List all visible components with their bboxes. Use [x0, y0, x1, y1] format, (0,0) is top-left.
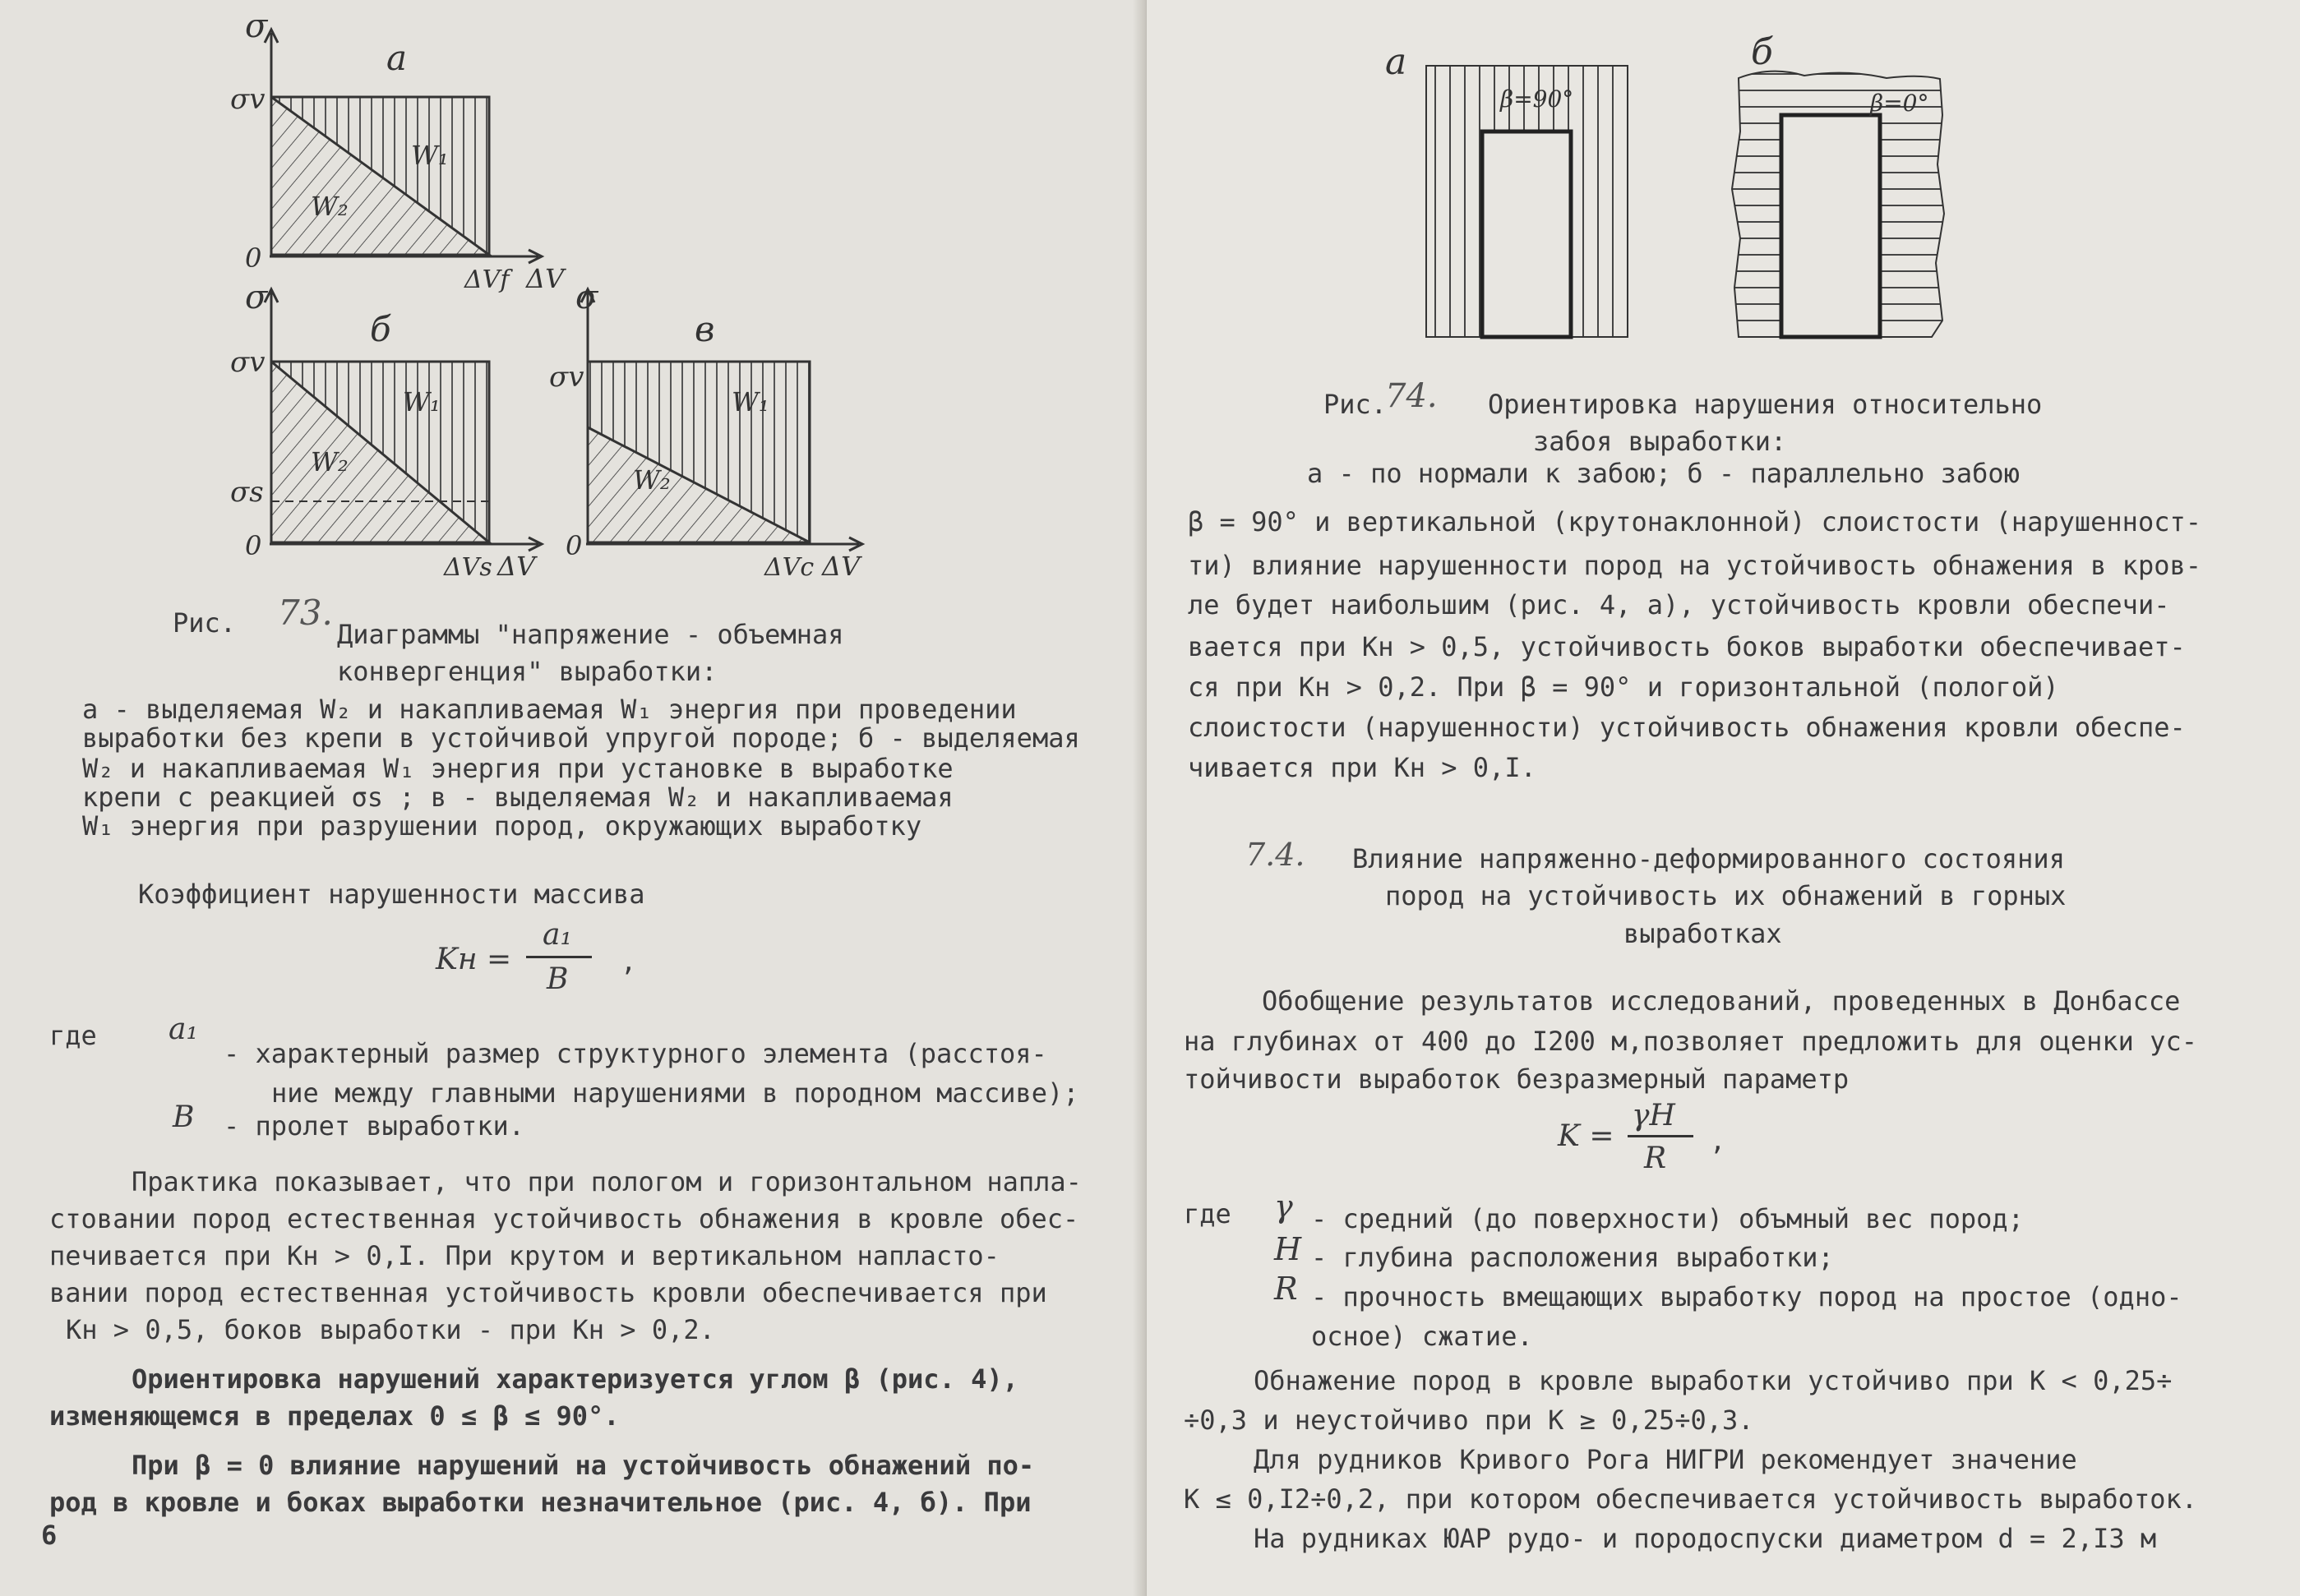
- figure-3-caption-line1: Диаграммы "напряжение - объемная: [337, 619, 844, 650]
- definition-text: осное) сжатие.: [1311, 1321, 1533, 1352]
- figure-3-caption-item: выработки без крепи в устойчивой упругой породе; б - выделяемая: [82, 722, 1080, 754]
- panel-c-w1: W₁: [732, 386, 769, 417]
- paragraph-line: изменяющемся в пределах 0 ≤ β ≤ 90°.: [49, 1400, 620, 1432]
- section-number: 7.4.: [1245, 837, 1305, 873]
- figure-4-caption-line2: забоя выработки:: [1533, 426, 1787, 457]
- figure-4-a-angle: β=90°: [1500, 85, 1574, 113]
- panel-c-sigma-v: σv: [549, 361, 584, 394]
- formula-kn-tail: ,: [621, 946, 637, 977]
- section-title-line2: пород на устойчивость их обнажений в горных: [1385, 880, 2067, 911]
- paragraph-line: ÷0,3 и неустойчиво при K ≥ 0,25÷0,3.: [1184, 1405, 1754, 1436]
- section-title-line3: выработках: [1623, 918, 1782, 949]
- panel-c-x-mark: ΔVc: [764, 553, 815, 582]
- figure-4-caption-prefix: Рис.: [1323, 389, 1388, 420]
- diagram-panel-a: [230, 7, 566, 294]
- formula-k-lhs: K =: [1558, 1119, 1614, 1153]
- panel-b-sigma-s: σs: [230, 476, 264, 509]
- formula-k-tail: ,: [1710, 1125, 1726, 1156]
- definition-text: - пролет выработки.: [224, 1110, 525, 1142]
- panel-b-w1: W₁: [403, 386, 441, 417]
- panel-a-y-axis: σ: [245, 7, 268, 45]
- paragraph-line: Обобщение результатов исследований, проведенных в Донбассе: [1262, 985, 2181, 1017]
- paragraph-line: Для рудников Кривого Рога НИГРИ рекомендует значение: [1254, 1444, 2077, 1475]
- panel-a-label: а: [386, 38, 408, 78]
- coefficient-title: Коэффициент нарушенности массива: [138, 879, 645, 910]
- figure-4-panel-b: [1732, 31, 1944, 337]
- figure-3-caption-line2: конвергенция" выработки:: [337, 656, 718, 687]
- panel-b-sigma-v: σv: [230, 346, 266, 379]
- paragraph-line: Практика показывает, что при пологом и горизонтальном напла-: [132, 1166, 1082, 1197]
- panel-c-label: в: [695, 309, 715, 349]
- definition-symbol: a₁: [169, 1012, 198, 1046]
- paragraph-line: ти) влияние нарушенности пород на устойчивость обнажения в кров-: [1188, 550, 2201, 581]
- figure-3-caption-item: W₂ и накапливаемая W₁ энергия при установке в выработке: [82, 753, 954, 784]
- paragraph-line: чивается при Kн > 0,I.: [1188, 752, 1536, 783]
- paragraph-line: При β = 0 влияние нарушений на устойчивость обнажений по-: [132, 1450, 1035, 1481]
- definition-symbol: γ: [1274, 1188, 1293, 1225]
- paragraph-line: род в кровле и боках выработки незначительное (рис. 4, б). При: [49, 1487, 1032, 1518]
- definition-text: - глубина расположения выработки;: [1311, 1242, 1834, 1273]
- paragraph-line: ле будет наибольшим (рис. 4, а), устойчивость кровли обеспечи-: [1188, 589, 2170, 620]
- figure-3-caption-prefix: Рис.: [173, 607, 237, 639]
- formula-kn-fraction-bar: [526, 956, 592, 958]
- definition-text: - характерный размер структурного элемента (расстоя-: [224, 1038, 1047, 1069]
- paragraph-line: Ориентировка нарушений характеризуется углом β (рис. 4),: [132, 1363, 1018, 1395]
- left-page: [0, 0, 1147, 1596]
- definition-symbol: H: [1274, 1231, 1302, 1267]
- figure-3-caption-number: 73.: [278, 593, 333, 633]
- panel-a-sigma-v: σv: [230, 83, 266, 116]
- definition-text: ние между главными нарушениями в породном массиве);: [271, 1077, 1079, 1109]
- paragraph-line: вании пород естественная устойчивость кровли обеспечивается при: [49, 1277, 1047, 1308]
- panel-b-origin: 0: [245, 530, 262, 561]
- paragraph-line: На рудниках ЮАР рудо- и породоспуски диаметром d = 2,I3 м: [1254, 1523, 2157, 1554]
- paragraph-line: слоистости (нарушенности) устойчивость обнажения кровли обеспе-: [1188, 712, 2186, 743]
- formula-k-denominator: R: [1644, 1142, 1667, 1175]
- figure-3-caption-item: а - выделяемая W₂ и накапливаемая W₁ энергия при проведении: [82, 694, 1017, 725]
- panel-c-origin: 0: [566, 530, 583, 561]
- diagram-panel-c: [549, 279, 862, 582]
- panel-a-origin: 0: [245, 242, 262, 274]
- panel-a-w1: W₁: [411, 140, 449, 171]
- formula-k-numerator: γH: [1632, 1099, 1675, 1132]
- panel-b-y-axis: σ: [245, 279, 268, 316]
- paragraph-line: печивается при Kн > 0,I. При крутом и вертикальном напласто-: [49, 1240, 1000, 1271]
- formula-kn-denominator: B: [547, 962, 569, 996]
- paragraph-line: Kн > 0,5, боков выработки - при Kн > 0,2.: [66, 1314, 715, 1345]
- panel-c-w2: W₂: [633, 464, 671, 496]
- stress-convergence-diagrams: [0, 0, 1147, 592]
- panel-b-x-mark: ΔVs: [444, 553, 492, 582]
- paragraph-line: тойчивости выработок безразмерный параметр: [1184, 1063, 1850, 1095]
- formula-k-fraction-bar: [1628, 1135, 1693, 1137]
- panel-c-y-axis: σ: [575, 279, 598, 316]
- figure-4-a-label: а: [1385, 41, 1407, 83]
- paragraph-line: β = 90° и вертикальной (крутонаклонной) слоистости (нарушенност-: [1188, 506, 2201, 537]
- right-page: [1147, 0, 2300, 1596]
- formula-kn-numerator: a₁: [543, 918, 572, 952]
- paragraph-line: K ≤ 0,I2÷0,2, при котором обеспечивается устойчивость выработок.: [1184, 1483, 2197, 1515]
- section-title-line1: Влияние напряженно-деформированного состояния: [1352, 843, 2065, 874]
- panel-b-w2: W₂: [311, 446, 349, 477]
- paragraph-line: стовании пород естественная устойчивость обнажения в кровле обес-: [49, 1203, 1079, 1234]
- figure-4-panel-a: [1385, 41, 1628, 337]
- definition-text: - средний (до поверхности) объмный вес пород;: [1311, 1203, 2024, 1234]
- paragraph-line: ся при Kн > 0,2. При β = 90° и горизонтальной (пологой): [1188, 671, 2059, 703]
- formula-kn-lhs: Kн =: [436, 943, 512, 976]
- where-label: где: [1184, 1198, 1231, 1229]
- where-label: где: [49, 1020, 97, 1051]
- definition-text: - прочность вмещающих выработку пород на простое (одно-: [1311, 1281, 2182, 1312]
- panel-a-x-mark: ΔVf: [464, 265, 510, 294]
- figure-4-b-angle: β=0°: [1870, 90, 1929, 117]
- fault-orientation-figure: [1147, 0, 2300, 394]
- page-number: 6: [41, 1520, 58, 1551]
- paragraph-line: Обнажение пород в кровле выработки устойчиво при K < 0,25÷: [1254, 1365, 2173, 1396]
- panel-b-label: б: [370, 309, 391, 349]
- figure-4-caption-line1: Ориентировка нарушения относительно: [1488, 389, 2043, 420]
- paragraph-line: вается при Kн > 0,5, устойчивость боков выработки обеспечивает-: [1188, 631, 2186, 662]
- figure-3-caption-item: крепи с реакцией σs ; в - выделяемая W₂ и накапливаемая: [82, 782, 954, 813]
- panel-b-x-axis: ΔV: [497, 551, 536, 582]
- figure-4-caption-number: 74.: [1385, 377, 1438, 415]
- figure-4-b-label: б: [1751, 31, 1773, 73]
- definition-symbol: B: [173, 1100, 195, 1134]
- figure-3-caption-item: W₁ энергия при разрушении пород, окружающих выработку: [82, 810, 922, 842]
- panel-a-x-axis: ΔV: [526, 263, 565, 294]
- paragraph-line: на глубинах от 400 до I200 м,позволяет предложить для оценки ус-: [1184, 1026, 2197, 1057]
- panel-c-x-axis: ΔV: [822, 551, 861, 582]
- definition-symbol: R: [1274, 1271, 1298, 1307]
- figure-4-caption-line3: а - по нормали к забою; б - параллельно забою: [1307, 458, 2020, 489]
- panel-a-w2: W₂: [311, 191, 349, 222]
- diagram-panel-b: [230, 279, 542, 582]
